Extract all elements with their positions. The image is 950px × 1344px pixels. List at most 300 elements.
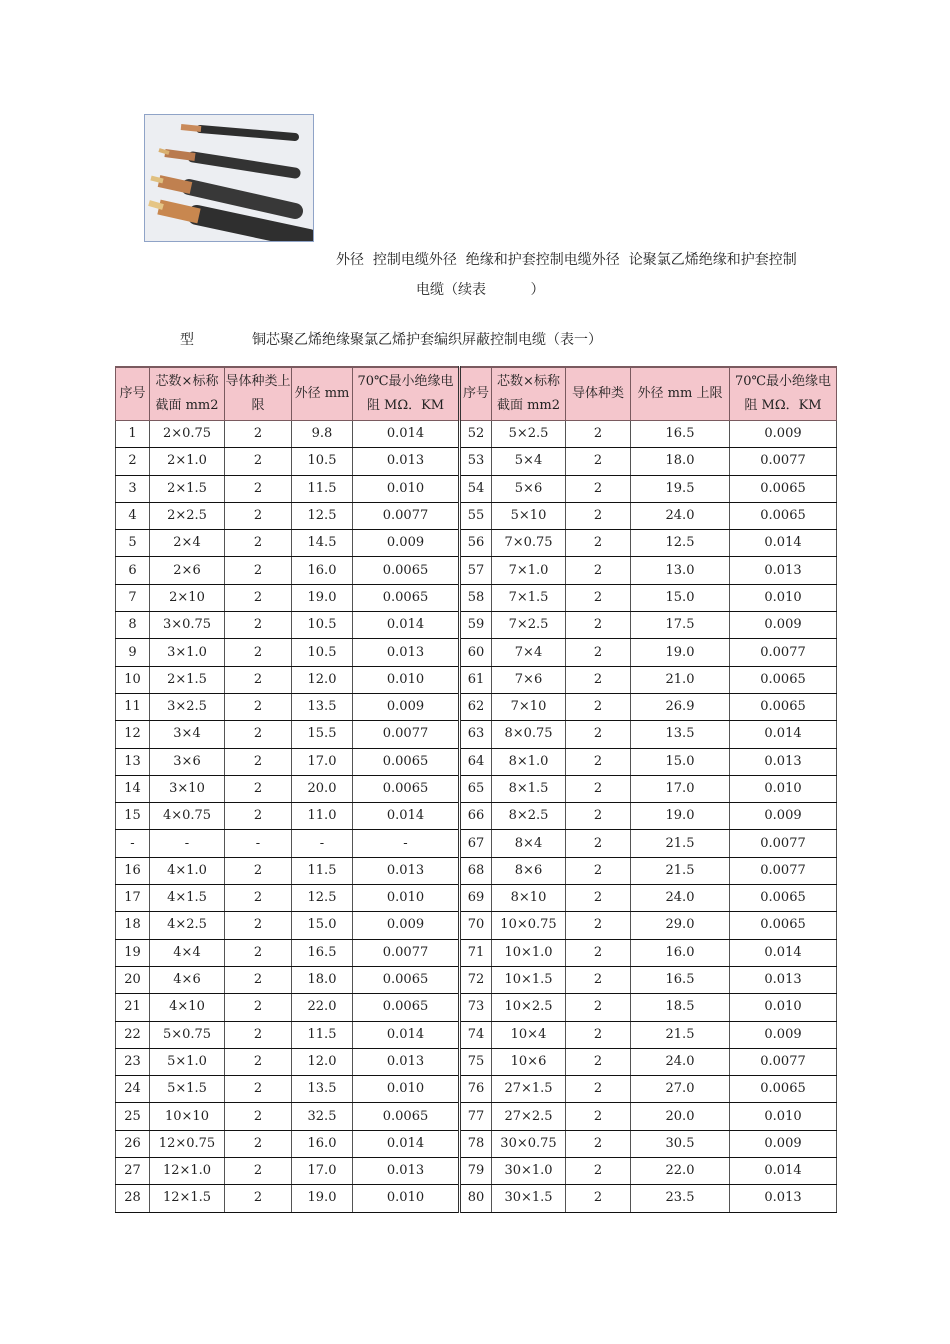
table-cell: 0.014 [730, 1158, 837, 1185]
table-cell: 0.010 [730, 775, 837, 802]
table-cell: 65 [460, 775, 492, 802]
table-cell: 7×1.5 [492, 584, 566, 611]
table-cell: 12×1.0 [150, 1158, 225, 1185]
table-cell: 20.0 [292, 775, 353, 802]
table-cell: 10 [116, 666, 150, 693]
table-row [116, 912, 837, 939]
table-cell: 13.0 [631, 557, 730, 584]
table-cell: - [225, 830, 292, 857]
table-cell: 0.0065 [353, 584, 460, 611]
table-cell: 16.5 [631, 966, 730, 993]
table-row [116, 721, 837, 748]
table-cell: 63 [460, 721, 492, 748]
table-cell: 76 [460, 1076, 492, 1103]
table-cell: 3×10 [150, 775, 225, 802]
table-cell: 2 [566, 448, 631, 475]
table-cell: 59 [460, 612, 492, 639]
table-cell: 2 [225, 502, 292, 529]
table-cell: 10×0.75 [492, 912, 566, 939]
table-cell: 79 [460, 1158, 492, 1185]
table-cell: 27×1.5 [492, 1076, 566, 1103]
table-cell: 5×1.0 [150, 1048, 225, 1075]
table-cell: 19.5 [631, 475, 730, 502]
table-cell: 68 [460, 857, 492, 884]
table-row [116, 830, 837, 857]
table-row [116, 885, 837, 912]
table-cell: 10.5 [292, 612, 353, 639]
table-row [116, 1048, 837, 1075]
table-cell: 9.8 [292, 421, 353, 448]
table-cell: 0.013 [353, 1158, 460, 1185]
table-cell: 14 [116, 775, 150, 802]
table-cell: 2 [225, 1103, 292, 1130]
table-row [116, 1130, 837, 1157]
table-cell: 13.5 [292, 693, 353, 720]
table-cell: 0.013 [730, 966, 837, 993]
table-cell: 12×0.75 [150, 1130, 225, 1157]
table-row [116, 1158, 837, 1185]
table-cell: 26 [116, 1130, 150, 1157]
table-cell: 0.0077 [730, 857, 837, 884]
table-row [116, 639, 837, 666]
table-cell: 17.0 [292, 1158, 353, 1185]
table-cell: 30×1.5 [492, 1185, 566, 1212]
table-cell: 0.014 [353, 612, 460, 639]
header-cell: 序号 [460, 367, 492, 421]
table-cell: 2 [566, 666, 631, 693]
table-cell: 0.0077 [730, 1048, 837, 1075]
table-body [116, 421, 837, 1213]
table-cell: 0.013 [730, 748, 837, 775]
table-cell: 18.0 [631, 448, 730, 475]
table-cell: 0.0065 [730, 666, 837, 693]
table-cell: 17.5 [631, 612, 730, 639]
table-cell: 78 [460, 1130, 492, 1157]
table-cell: 22.0 [631, 1158, 730, 1185]
table-cell: 2 [566, 1048, 631, 1075]
table-cell: 0.013 [730, 1185, 837, 1212]
table-cell: 27 [116, 1158, 150, 1185]
table-cell: 2 [225, 939, 292, 966]
table-cell: 2 [225, 1048, 292, 1075]
table-cell: 62 [460, 693, 492, 720]
table-cell: 7×6 [492, 666, 566, 693]
header-cell: 导体种类 [566, 367, 631, 421]
table-cell: 13.5 [292, 1076, 353, 1103]
table-cell: 26.9 [631, 693, 730, 720]
table-cell: 0.009 [730, 803, 837, 830]
table-cell: 2×0.75 [150, 421, 225, 448]
table-row [116, 530, 837, 557]
table-cell: 12.5 [631, 530, 730, 557]
table-cell: 2 [566, 994, 631, 1021]
table-cell: 30×0.75 [492, 1130, 566, 1157]
table-cell: 2 [566, 721, 631, 748]
table-cell: 16.0 [292, 1130, 353, 1157]
table-cell: 2 [566, 857, 631, 884]
table-row [116, 612, 837, 639]
table-cell: 2 [225, 530, 292, 557]
table-cell: 0.0065 [353, 966, 460, 993]
table-cell: 2 [225, 803, 292, 830]
table-cell: 0.0065 [730, 912, 837, 939]
table-row [116, 1021, 837, 1048]
table-cell: 2 [225, 966, 292, 993]
table-cell: 8×0.75 [492, 721, 566, 748]
table-cell: 2 [566, 1158, 631, 1185]
table-cell: 2 [566, 584, 631, 611]
table-cell: 10×1.0 [492, 939, 566, 966]
table-row [116, 966, 837, 993]
table-cell: 2 [225, 1185, 292, 1212]
table-cell: 2 [566, 966, 631, 993]
table-cell: 0.014 [353, 803, 460, 830]
table-cell: 22 [116, 1021, 150, 1048]
table-cell: 0.0065 [353, 557, 460, 584]
table-cell: 7 [116, 584, 150, 611]
header-cell: 芯数×标称截面 mm2 [150, 367, 225, 421]
table-cell: 0.009 [730, 1130, 837, 1157]
table-cell: 2×1.0 [150, 448, 225, 475]
table-cell: 0.013 [730, 557, 837, 584]
table-row [116, 448, 837, 475]
table-cell: 10×1.5 [492, 966, 566, 993]
table-cell: 66 [460, 803, 492, 830]
table-cell: 2 [225, 912, 292, 939]
table-cell: 12×1.5 [150, 1185, 225, 1212]
table-cell: 0.010 [730, 584, 837, 611]
table-cell: 23.5 [631, 1185, 730, 1212]
table-cell: 24.0 [631, 1048, 730, 1075]
table-header-row [116, 367, 837, 421]
table-cell: 0.014 [730, 530, 837, 557]
table-row [116, 939, 837, 966]
table-cell: 2 [225, 994, 292, 1021]
table-cell: 2 [566, 530, 631, 557]
table-cell: 30×1.0 [492, 1158, 566, 1185]
table-cell: 3×2.5 [150, 693, 225, 720]
table-row [116, 748, 837, 775]
table-cell: 2 [566, 912, 631, 939]
table-cell: 61 [460, 666, 492, 693]
table-cell: 2 [566, 1021, 631, 1048]
table-cell: 0.010 [353, 1076, 460, 1103]
header-cell: 70℃最小绝缘电阻 MΩ．KM [353, 367, 460, 421]
table-cell: 0.009 [730, 1021, 837, 1048]
table-cell: 19.0 [631, 803, 730, 830]
table-cell: 22.0 [292, 994, 353, 1021]
table-cell: 57 [460, 557, 492, 584]
table-cell: 2 [566, 1103, 631, 1130]
table-cell: 73 [460, 994, 492, 1021]
title-line-1: 外径 控制电缆外径 绝缘和护套控制电缆外径 论聚氯乙烯绝缘和护套控制 [336, 252, 797, 268]
cable-spec-table [115, 366, 837, 1213]
table-cell: 4×6 [150, 966, 225, 993]
table-cell: 4×4 [150, 939, 225, 966]
table-cell: 15 [116, 803, 150, 830]
table-cell: 10×10 [150, 1103, 225, 1130]
table-cell: 3×4 [150, 721, 225, 748]
table-cell: 21.0 [631, 666, 730, 693]
table-cell: 27×2.5 [492, 1103, 566, 1130]
table-cell: 2 [566, 939, 631, 966]
table-cell: 21.5 [631, 830, 730, 857]
table-cell: 29.0 [631, 912, 730, 939]
table-cell: 21.5 [631, 1021, 730, 1048]
table-cell: 2 [225, 639, 292, 666]
table-cell: 21 [116, 994, 150, 1021]
table-cell: 2 [225, 1021, 292, 1048]
table-cell: 17 [116, 885, 150, 912]
table-cell: 16.5 [292, 939, 353, 966]
table-cell: 11.0 [292, 803, 353, 830]
table-cell: 75 [460, 1048, 492, 1075]
table-cell: 2 [225, 857, 292, 884]
table-cell: 18.5 [631, 994, 730, 1021]
table-cell: 5×1.5 [150, 1076, 225, 1103]
table-cell: 0.014 [730, 721, 837, 748]
table-cell: - [116, 830, 150, 857]
table-cell: 2 [566, 885, 631, 912]
table-cell: 0.013 [353, 1048, 460, 1075]
table-cell: 2 [225, 448, 292, 475]
table-cell: 0.0077 [730, 830, 837, 857]
table-cell: - [150, 830, 225, 857]
table-cell: 0.010 [730, 994, 837, 1021]
table-cell: 0.014 [730, 939, 837, 966]
table-cell: 7×2.5 [492, 612, 566, 639]
table-cell: 4×2.5 [150, 912, 225, 939]
header-cell: 外径 mm 上限 [631, 367, 730, 421]
table-row [116, 857, 837, 884]
table-cell: 7×4 [492, 639, 566, 666]
table-cell: 2 [225, 885, 292, 912]
table-cell: 0.0077 [730, 448, 837, 475]
table-cell: 67 [460, 830, 492, 857]
table-cell: 5×6 [492, 475, 566, 502]
table-cell: 10×2.5 [492, 994, 566, 1021]
table-cell: 0.0065 [353, 775, 460, 802]
table-cell: 7×1.0 [492, 557, 566, 584]
table-cell: 11 [116, 693, 150, 720]
table-cell: 0.010 [353, 666, 460, 693]
table-row [116, 803, 837, 830]
table-cell: 0.0065 [353, 994, 460, 1021]
table-cell: 7×10 [492, 693, 566, 720]
table-cell: 2 [225, 1130, 292, 1157]
table-cell: 0.010 [353, 1185, 460, 1212]
table-cell: 77 [460, 1103, 492, 1130]
table-cell: 5×4 [492, 448, 566, 475]
table-cell: 2 [225, 775, 292, 802]
table-cell: 18 [116, 912, 150, 939]
table-cell: 2 [566, 748, 631, 775]
table-cell: 17.0 [292, 748, 353, 775]
table-row [116, 666, 837, 693]
table-cell: 12.0 [292, 1048, 353, 1075]
table-cell: 0.0077 [730, 639, 837, 666]
table-cell: 2 [566, 1130, 631, 1157]
table-cell: 8×6 [492, 857, 566, 884]
table-cell: 20 [116, 966, 150, 993]
table-cell: 0.009 [353, 693, 460, 720]
table-cell: 16 [116, 857, 150, 884]
table-cell: 0.009 [353, 912, 460, 939]
table-cell: 16.5 [631, 421, 730, 448]
table-cell: 2 [225, 1158, 292, 1185]
table-cell: 0.013 [353, 857, 460, 884]
table-cell: 3×6 [150, 748, 225, 775]
table-cell: 80 [460, 1185, 492, 1212]
table-cell: 0.010 [353, 885, 460, 912]
table-cell: 2 [566, 475, 631, 502]
header-cell: 导体种类上限 [225, 367, 292, 421]
table-cell: - [353, 830, 460, 857]
table-cell: 11.5 [292, 475, 353, 502]
table-cell: 0.0077 [353, 939, 460, 966]
table-cell: 2×4 [150, 530, 225, 557]
table-cell: 2 [225, 721, 292, 748]
table-cell: 58 [460, 584, 492, 611]
table-row [116, 1076, 837, 1103]
table-cell: 2 [225, 557, 292, 584]
table-cell: 2 [566, 775, 631, 802]
table-cell: 8×1.0 [492, 748, 566, 775]
table-cell: 60 [460, 639, 492, 666]
table-cell: 10.5 [292, 639, 353, 666]
table-cell: 19 [116, 939, 150, 966]
table-cell: 24.0 [631, 885, 730, 912]
table-cell: 0.013 [353, 639, 460, 666]
table-cell: 2 [566, 830, 631, 857]
table-cell: 2 [116, 448, 150, 475]
table-title: 铜芯聚乙烯绝缘聚氯乙烯护套编织屏蔽控制电缆（表一） [252, 332, 602, 348]
table-cell: 0.0065 [730, 885, 837, 912]
table-cell: 71 [460, 939, 492, 966]
table-cell: 2 [225, 421, 292, 448]
table-cell: 20.0 [631, 1103, 730, 1130]
table-cell: 18.0 [292, 966, 353, 993]
table-row [116, 502, 837, 529]
table-cell: 12 [116, 721, 150, 748]
table-cell: 19.0 [292, 584, 353, 611]
table-cell: 13.5 [631, 721, 730, 748]
table-cell: 12.5 [292, 502, 353, 529]
table-cell: 2 [225, 612, 292, 639]
table-row [116, 693, 837, 720]
table-cell: 15.0 [631, 584, 730, 611]
cable-photo [144, 114, 314, 242]
table-cell: 8 [116, 612, 150, 639]
table-cell: 74 [460, 1021, 492, 1048]
type-label: 型 [180, 332, 194, 348]
table-row [116, 1103, 837, 1130]
table-cell: 0.014 [353, 421, 460, 448]
table-cell: 19.0 [292, 1185, 353, 1212]
table-cell: 0.009 [730, 612, 837, 639]
header-cell: 序号 [116, 367, 150, 421]
table-row [116, 421, 837, 448]
table-cell: 53 [460, 448, 492, 475]
table-cell: 0.010 [353, 475, 460, 502]
table-cell: 2 [566, 693, 631, 720]
table-row [116, 775, 837, 802]
table-cell: 2×10 [150, 584, 225, 611]
table-cell: 70 [460, 912, 492, 939]
table-cell: 72 [460, 966, 492, 993]
table-cell: 2 [225, 475, 292, 502]
table-cell: 12.0 [292, 666, 353, 693]
table-cell: 52 [460, 421, 492, 448]
table-cell: 15.0 [292, 912, 353, 939]
table-cell: 5×0.75 [150, 1021, 225, 1048]
table-cell: 8×1.5 [492, 775, 566, 802]
table-cell: 0.0065 [730, 475, 837, 502]
table-cell: 2 [566, 639, 631, 666]
table-cell: 4×1.5 [150, 885, 225, 912]
table-cell: 32.5 [292, 1103, 353, 1130]
table-cell: 0.0065 [353, 748, 460, 775]
table-cell: 13 [116, 748, 150, 775]
table-cell: 0.0065 [730, 502, 837, 529]
table-cell: 2 [225, 748, 292, 775]
table-cell: 8×10 [492, 885, 566, 912]
table-cell: 15.0 [631, 748, 730, 775]
table-cell: 16.0 [631, 939, 730, 966]
table-cell: 4×10 [150, 994, 225, 1021]
table-cell: 12.5 [292, 885, 353, 912]
table-cell: 3×0.75 [150, 612, 225, 639]
table-cell: 10×6 [492, 1048, 566, 1075]
table-cell: 2 [225, 666, 292, 693]
table-cell: 30.5 [631, 1130, 730, 1157]
table-cell: 2 [225, 1076, 292, 1103]
table-cell: 24 [116, 1076, 150, 1103]
table-cell: 11.5 [292, 857, 353, 884]
table-cell: - [292, 830, 353, 857]
table-cell: 55 [460, 502, 492, 529]
table-cell: 5 [116, 530, 150, 557]
table-cell: 9 [116, 639, 150, 666]
table-cell: 2 [566, 803, 631, 830]
table-cell: 2×1.5 [150, 475, 225, 502]
table-cell: 2×6 [150, 557, 225, 584]
table-cell: 4×0.75 [150, 803, 225, 830]
table-cell: 25 [116, 1103, 150, 1130]
table-cell: 27.0 [631, 1076, 730, 1103]
table-cell: 23 [116, 1048, 150, 1075]
table-row [116, 557, 837, 584]
table-cell: 28 [116, 1185, 150, 1212]
table-cell: 15.5 [292, 721, 353, 748]
table-cell: 69 [460, 885, 492, 912]
table-cell: 2 [225, 693, 292, 720]
table-cell: 0.014 [353, 1021, 460, 1048]
header-cell: 外径 mm [292, 367, 353, 421]
table-cell: 10.5 [292, 448, 353, 475]
table-cell: 2×2.5 [150, 502, 225, 529]
table-cell: 0.013 [353, 448, 460, 475]
table-cell: 1 [116, 421, 150, 448]
table-cell: 5×2.5 [492, 421, 566, 448]
table-cell: 2 [566, 557, 631, 584]
table-cell: 4×1.0 [150, 857, 225, 884]
table-cell: 0.0077 [353, 502, 460, 529]
table-cell: 2×1.5 [150, 666, 225, 693]
table-cell: 2 [566, 1076, 631, 1103]
table-cell: 2 [566, 1185, 631, 1212]
header-cell: 70℃最小绝缘电阻 MΩ．KM [730, 367, 837, 421]
